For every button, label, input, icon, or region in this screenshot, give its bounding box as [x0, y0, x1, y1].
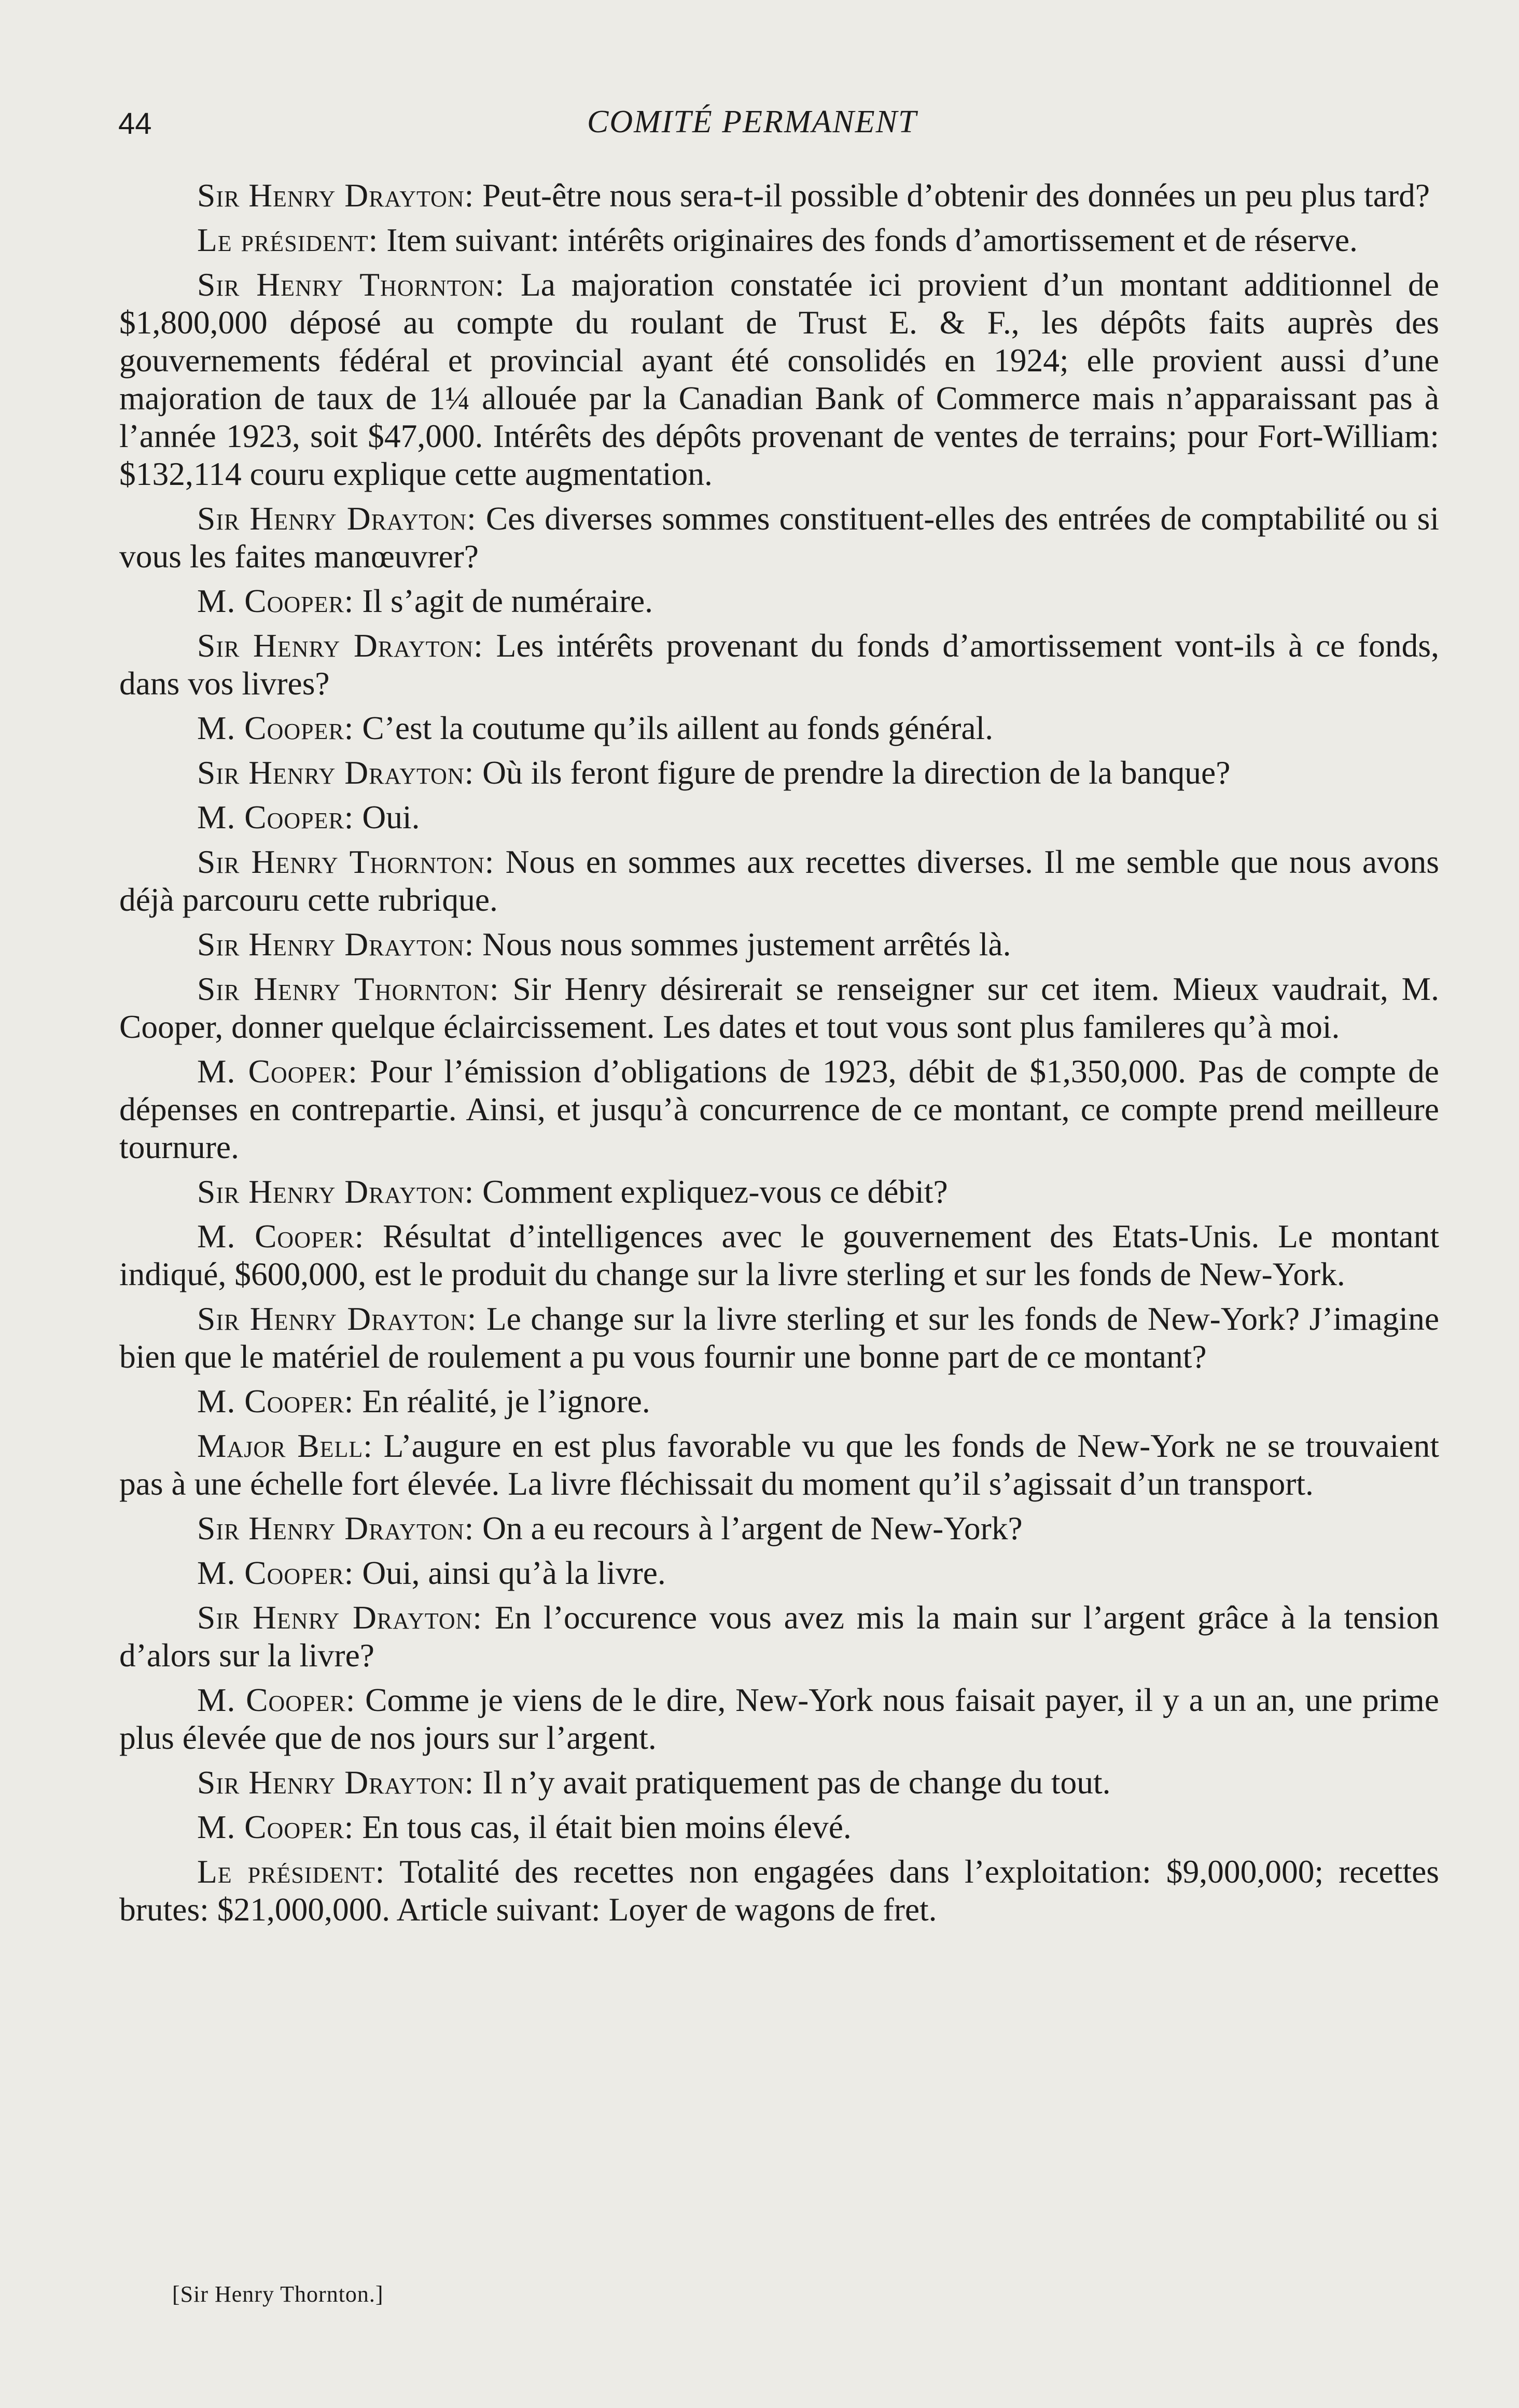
speech-text: Il s’agit de numéraire. [354, 582, 653, 619]
speech-text: Nous nous sommes justement arrêtés là. [474, 926, 1011, 963]
speaker-name: Sir Henry Drayton: [197, 1173, 475, 1210]
transcript-paragraph [119, 1763, 1439, 1801]
speech-text: En l’occurence vous avez mis la main sur l’argent grâce à la tension d’alors sur la livre? [119, 1599, 1439, 1674]
speech-text: Il n’y avait pratiquement pas de change du tout. [474, 1764, 1111, 1801]
speech-text: Le change sur la livre sterling et sur les fonds de New-York? J’imagine bien que le matériel de roulement a pu vous fournir une bonne part de ce montant? [119, 1300, 1440, 1375]
speech-text: Où ils feront figure de prendre la direction de la banque? [474, 754, 1231, 791]
speaker-name: Sir Henry Drayton: [197, 1300, 477, 1337]
speaker-name: M. Cooper: [197, 1383, 354, 1419]
speech-text: Ces diverses sommes constituent-elles des entrées de comptabilité ou si vous les faites manœuvrer? [119, 500, 1439, 575]
speaker-name: Sir Henry Drayton: [197, 627, 483, 664]
speech-text: Oui, ainsi qu’à la livre. [354, 1554, 666, 1591]
transcript-paragraph [119, 582, 1439, 620]
transcript-body [119, 176, 1439, 1935]
transcript-paragraph [119, 843, 1439, 918]
transcript-paragraph [119, 754, 1439, 791]
speaker-name: Sir Henry Thornton: [197, 843, 495, 880]
speaker-name: Sir Henry Drayton: [197, 500, 477, 537]
transcript-paragraph [119, 1427, 1439, 1502]
transcript-paragraph [119, 1554, 1439, 1592]
speech-text: C’est la coutume qu’ils aillent au fonds général. [354, 709, 994, 746]
speech-text: Résultat d’intelligences avec le gouvernement des Etats-Unis. Le montant indiqué, $600,000, est le produit du change sur la livre sterling et sur les fonds de New-York. [119, 1218, 1439, 1292]
speaker-name: Sir Henry Thornton: [197, 266, 505, 303]
speaker-name: M. Cooper: [197, 1681, 356, 1718]
speaker-name: M. Cooper: [197, 1218, 365, 1255]
speaker-name: Sir Henry Drayton: [197, 1599, 483, 1636]
speech-text: La majoration constatée ici provient d’un montant additionnel de $1,800,000 déposé au compte du roulant de Trust E. & F., les dépôts faits auprès des gouvernements fédéral et provincial ayant été consolidés en 1924; elle provient aussi d’une majoration de taux de 1¼ allouée par la Canadian Bank of Commerce mais n’apparaissant pas à l’année 1923, soit $47,000. Intérêts des dépôts provenant de ventes de terrains; pour Fort-William: $132,114 couru explique cette augmentation. [119, 266, 1439, 492]
transcript-paragraph [119, 627, 1439, 702]
speech-text: Comme je viens de le dire, New-York nous faisait payer, il y a un an, une prime plus élevée que de nos jours sur l’argent. [119, 1681, 1439, 1756]
transcript-paragraph [119, 1681, 1439, 1757]
speaker-name: Sir Henry Drayton: [197, 1510, 475, 1547]
transcript-paragraph [119, 221, 1439, 259]
transcript-paragraph [119, 970, 1439, 1046]
speech-text: En réalité, je l’ignore. [354, 1383, 650, 1419]
speaker-name: Le président: [197, 221, 379, 258]
speech-text: Comment expliquez-vous ce débit? [474, 1173, 948, 1210]
transcript-paragraph [119, 1598, 1439, 1674]
speaker-name: M. Cooper: [197, 582, 354, 619]
speech-text: Oui. [354, 799, 420, 836]
running-title: COMITÉ PERMANENT [587, 104, 917, 140]
speech-text: Pour l’émission d’obligations de 1923, débit de $1,350,000. Pas de compte de dépenses en contrepartie. Ainsi, et jusqu’à concurrence de ce montant, ce compte prend meilleure tournure. [119, 1053, 1439, 1165]
speaker-name: M. Cooper: [197, 709, 354, 746]
transcript-paragraph [119, 1300, 1439, 1375]
speech-text: Les intérêts provenant du fonds d’amortissement vont-ils à ce fonds, dans vos livres? [119, 627, 1440, 702]
transcript-paragraph [119, 925, 1439, 963]
speech-text: L’augure en est plus favorable vu que les fonds de New-York ne se trouvaient pas à une échelle fort élevée. La livre fléchissait du moment qu’il s’agissait d’un transport. [119, 1427, 1439, 1502]
speaker-name: Sir Henry Drayton: [197, 926, 475, 963]
speaker-name: M. Cooper: [197, 1554, 354, 1591]
speaker-name: Sir Henry Drayton: [197, 1764, 475, 1801]
speech-text: Sir Henry désirerait se renseigner sur cet item. Mieux vaudrait, M. Cooper, donner quelque éclaircissement. Les dates et tout vous sont plus famileres qu’à moi. [119, 970, 1439, 1045]
transcript-paragraph [119, 1173, 1439, 1210]
speaker-name: Sir Henry Drayton: [197, 754, 475, 791]
speaker-name: Le président: [197, 1853, 385, 1890]
transcript-paragraph [119, 1217, 1439, 1293]
transcript-paragraph [119, 1808, 1439, 1846]
transcript-paragraph [119, 709, 1439, 747]
transcript-paragraph [119, 266, 1439, 493]
speaker-name: M. Cooper: [197, 799, 354, 836]
speech-text: Nous en sommes aux recettes diverses. Il me semble que nous avons déjà parcouru cette rubrique. [119, 843, 1439, 918]
transcript-paragraph [119, 1382, 1439, 1420]
speech-text: Item suivant: intérêts originaires des fonds d’amortissement et de réserve. [378, 221, 1358, 258]
transcript-paragraph [119, 798, 1439, 836]
speech-text: On a eu recours à l’argent de New-York? [474, 1510, 1023, 1547]
speech-text: Peut-être nous sera-t-il possible d’obtenir des données un peu plus tard? [474, 177, 1430, 214]
speaker-name: M. Cooper: [197, 1053, 358, 1090]
transcript-paragraph [119, 499, 1439, 575]
transcript-paragraph [119, 1509, 1439, 1547]
speech-text: Totalité des recettes non engagées dans l’exploitation: $9,000,000; recettes brutes: $21,000,000. Article suivant: Loyer de wagons de fret. [119, 1853, 1439, 1928]
speaker-name: Major Bell: [197, 1427, 373, 1464]
speaker-name: Sir Henry Thornton: [197, 970, 499, 1007]
speaker-name: M. Cooper: [197, 1808, 354, 1845]
footer-note: [Sir Henry Thornton.] [172, 2281, 384, 2307]
transcript-paragraph [119, 176, 1439, 214]
transcript-paragraph [119, 1052, 1439, 1166]
speaker-name: Sir Henry Drayton: [197, 177, 475, 214]
speech-text: En tous cas, il était bien moins élevé. [354, 1808, 852, 1845]
transcript-paragraph [119, 1853, 1439, 1928]
page-number: 44 [118, 107, 152, 141]
